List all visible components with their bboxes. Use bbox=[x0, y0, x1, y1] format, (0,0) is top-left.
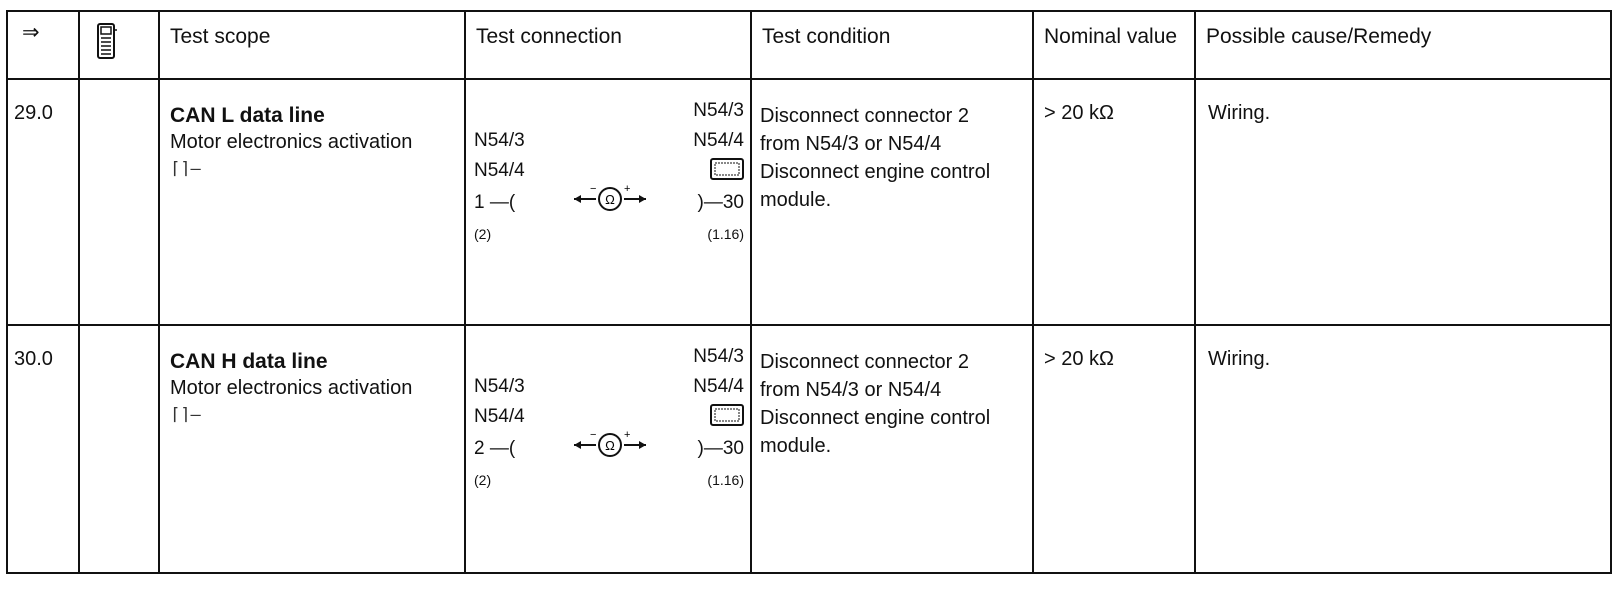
pin-left: 2 —( bbox=[474, 438, 516, 459]
svg-text:+: + bbox=[624, 430, 631, 441]
header-row bbox=[7, 11, 1611, 79]
scope-subtitle: Motor electronics activation bbox=[170, 377, 413, 399]
connector-label: N54/3 bbox=[474, 130, 525, 151]
possible-cause: Wiring. bbox=[1195, 79, 1611, 325]
condition-line: from N54/3 or N54/4 bbox=[760, 133, 942, 155]
test-table bbox=[6, 10, 1612, 574]
connector-label: N54/3 bbox=[693, 346, 744, 367]
pin-ref: (1.16) bbox=[707, 472, 744, 488]
pin-ref: (1.16) bbox=[707, 226, 744, 242]
possible-cause: Wiring. bbox=[1195, 325, 1611, 573]
tester-cell bbox=[79, 325, 159, 573]
svg-text:−: − bbox=[590, 184, 597, 195]
control-unit-icon bbox=[710, 404, 744, 432]
table-row bbox=[7, 79, 1611, 325]
pin-right: )—30 bbox=[697, 438, 744, 459]
connector-label: N54/4 bbox=[693, 130, 744, 151]
condition-line: Disconnect connector 2 bbox=[760, 105, 970, 127]
condition-line: module. bbox=[760, 435, 832, 457]
scope-title: CAN H data line bbox=[170, 350, 328, 373]
col-possible-cause: Possible cause/Remedy bbox=[1195, 11, 1611, 79]
col-nominal-value: Nominal value bbox=[1033, 11, 1195, 79]
condition-line: module. bbox=[760, 189, 832, 211]
table-row bbox=[7, 325, 1611, 573]
ohmmeter-icon bbox=[572, 184, 648, 220]
ohmmeter-icon bbox=[572, 430, 648, 466]
control-unit-icon bbox=[710, 158, 744, 186]
pin-ref: (2) bbox=[474, 226, 492, 242]
connector-label: N54/4 bbox=[693, 376, 744, 397]
condition-line: Disconnect engine control bbox=[760, 161, 991, 183]
svg-text:Ω: Ω bbox=[605, 192, 615, 207]
test-scope-cell bbox=[159, 79, 465, 325]
condition-line: Disconnect engine control bbox=[760, 407, 991, 429]
svg-text:−: − bbox=[590, 430, 597, 441]
connector-label: N54/4 bbox=[474, 160, 525, 181]
test-connection-cell bbox=[465, 325, 751, 573]
scope-subtitle: Motor electronics activation bbox=[170, 131, 413, 153]
step-number: 30.0 bbox=[7, 325, 79, 573]
connector-label: N54/3 bbox=[474, 376, 525, 397]
col-test-connection: Test connection bbox=[465, 11, 751, 79]
test-condition-cell bbox=[751, 79, 1033, 325]
step-number: 29.0 bbox=[7, 79, 79, 325]
connector-label: N54/3 bbox=[693, 100, 744, 121]
test-condition-cell bbox=[751, 325, 1033, 573]
scope-title: CAN L data line bbox=[170, 104, 325, 127]
arrow-icon: ⇒ bbox=[7, 11, 79, 79]
condition-line: from N54/3 or N54/4 bbox=[760, 379, 942, 401]
svg-text:+: + bbox=[624, 184, 631, 195]
col-test-scope: Test scope bbox=[159, 11, 465, 79]
pin-right: )—30 bbox=[697, 192, 744, 213]
tester-icon bbox=[79, 11, 159, 79]
nominal-value: > 20 kΩ bbox=[1033, 79, 1195, 325]
svg-text:Ω: Ω bbox=[605, 438, 615, 453]
col-test-condition: Test condition bbox=[751, 11, 1033, 79]
pin-ref: (2) bbox=[474, 472, 492, 488]
function-symbol: ⌈⌉– bbox=[170, 405, 201, 425]
test-scope-cell bbox=[159, 325, 465, 573]
function-symbol: ⌈⌉– bbox=[170, 159, 201, 179]
condition-line: Disconnect connector 2 bbox=[760, 351, 970, 373]
pin-left: 1 —( bbox=[474, 192, 516, 213]
test-connection-cell bbox=[465, 79, 751, 325]
connector-label: N54/4 bbox=[474, 406, 525, 427]
nominal-value: > 20 kΩ bbox=[1033, 325, 1195, 573]
tester-cell bbox=[79, 79, 159, 325]
